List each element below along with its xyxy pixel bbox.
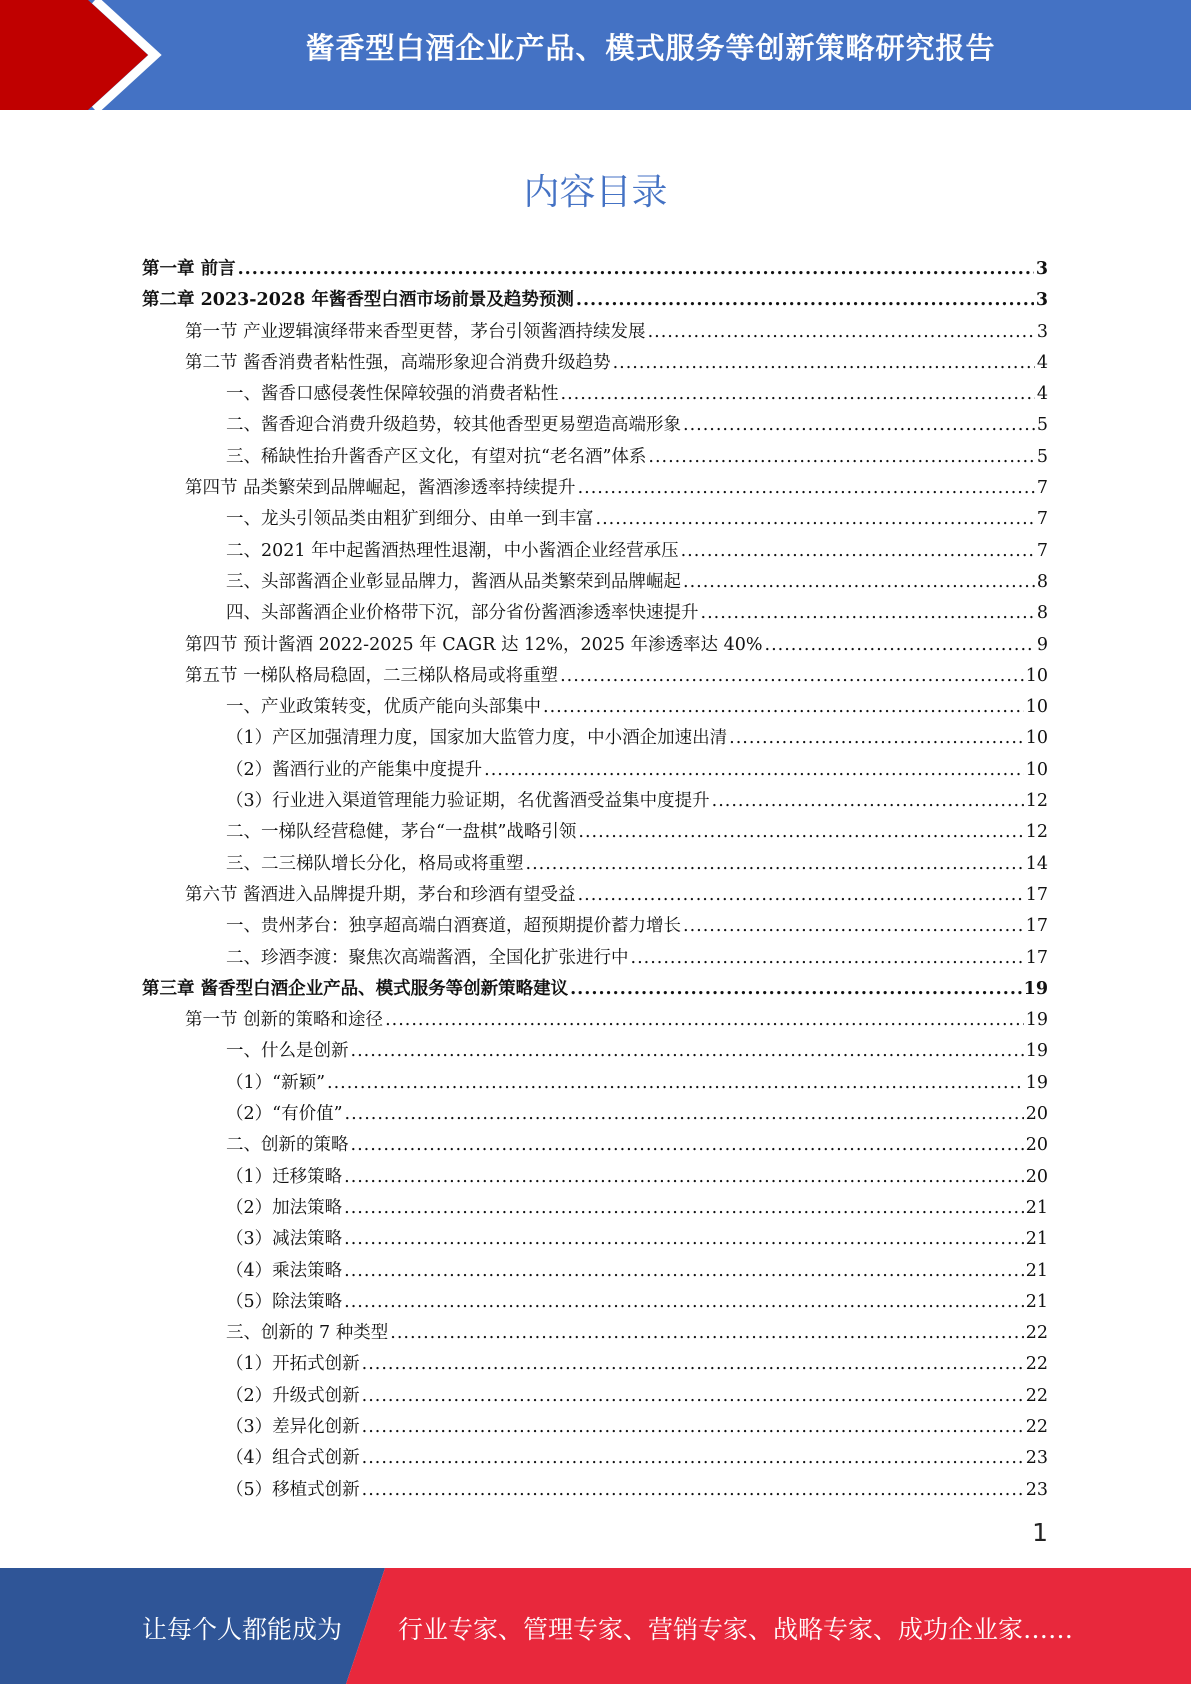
toc-entry-page: 22 — [1025, 1416, 1048, 1437]
toc-entry-title: （4）组合式创新 — [226, 1448, 360, 1469]
toc-entry[interactable] — [142, 1193, 1048, 1224]
toc-entry-title: 第二节 酱香消费者粘性强，高端形象迎合消费升级趋势 — [185, 352, 611, 373]
toc-entry[interactable] — [142, 1036, 1048, 1067]
toc-leader-dots — [729, 723, 1024, 754]
toc-entry-title: （2）升级式创新 — [226, 1385, 360, 1406]
toc-leader-dots — [327, 1068, 1024, 1099]
toc-leader-dots — [362, 1475, 1024, 1506]
toc-leader-dots — [543, 692, 1024, 723]
toc-entry-title: （5）除法策略 — [226, 1291, 343, 1312]
toc-entry-title: 三、二三梯队增长分化，格局或将重塑 — [226, 853, 524, 874]
toc-entry[interactable] — [142, 598, 1048, 629]
toc-entry-title: 一、贵州茅台：独享超高端白酒赛道，超预期提价蓄力增长 — [226, 916, 681, 937]
toc-leader-dots — [351, 1036, 1024, 1067]
toc-entry-page: 10 — [1025, 697, 1048, 718]
toc-entry[interactable] — [142, 1099, 1048, 1130]
toc-entry-title: 第六节 酱酒进入品牌提升期，茅台和珍酒有望受益 — [185, 884, 576, 905]
toc-leader-dots — [683, 567, 1035, 598]
toc-entry-title: （1）开拓式创新 — [226, 1354, 360, 1375]
toc-entry-title: 三、创新的 7 种类型 — [226, 1323, 389, 1344]
toc-entry[interactable] — [142, 1443, 1048, 1474]
toc-entry[interactable] — [142, 1224, 1048, 1255]
toc-entry[interactable] — [142, 1162, 1048, 1193]
toc-leader-dots — [578, 817, 1023, 848]
toc-entry[interactable] — [142, 786, 1048, 817]
toc-entry-title: 第一章 前言 — [142, 259, 236, 279]
toc-leader-dots — [344, 1287, 1024, 1318]
toc-entry-page: 20 — [1025, 1166, 1048, 1187]
table-of-contents — [142, 254, 1048, 1506]
toc-entry-title: （5）移植式创新 — [226, 1479, 360, 1500]
toc-leader-dots — [344, 1224, 1024, 1255]
toc-leader-dots — [578, 880, 1024, 911]
toc-entry-page: 7 — [1036, 540, 1048, 561]
toc-entry-page: 4 — [1036, 352, 1048, 373]
toc-entry-page: 3 — [1035, 290, 1048, 311]
toc-entry[interactable] — [142, 1287, 1048, 1318]
toc-leader-dots — [648, 317, 1035, 348]
toc-entry-page: 3 — [1036, 321, 1048, 342]
toc-entry-page: 5 — [1036, 446, 1048, 467]
toc-leader-dots — [683, 410, 1035, 441]
toc-entry-page: 8 — [1036, 603, 1048, 624]
toc-entry[interactable] — [142, 755, 1048, 786]
toc-entry-page: 10 — [1025, 665, 1048, 686]
toc-leader-dots — [576, 285, 1034, 316]
toc-entry[interactable] — [142, 911, 1048, 942]
toc-entry[interactable] — [142, 630, 1048, 661]
toc-leader-dots — [362, 1381, 1024, 1412]
toc-entry-title: 二、珍酒李渡：聚焦次高端酱酒，全国化扩张进行中 — [226, 947, 629, 968]
toc-entry[interactable] — [142, 348, 1048, 379]
toc-entry[interactable] — [142, 1349, 1048, 1380]
toc-entry[interactable] — [142, 254, 1048, 285]
toc-entry-title: （2）酱酒行业的产能集中度提升 — [226, 759, 483, 780]
toc-entry-page: 10 — [1025, 759, 1048, 780]
toc-entry[interactable] — [142, 504, 1048, 535]
toc-entry-title: （2）“有价值” — [226, 1104, 343, 1125]
toc-entry[interactable] — [142, 974, 1048, 1005]
toc-leader-dots — [648, 442, 1034, 473]
toc-entry-title: 三、稀缺性抬升酱香产区文化，有望对抗“老名酒”体系 — [226, 446, 647, 467]
toc-entry[interactable] — [142, 692, 1048, 723]
toc-entry[interactable] — [142, 1005, 1048, 1036]
toc-entry-page: 19 — [1025, 1072, 1048, 1093]
toc-entry-page: 19 — [1025, 1041, 1048, 1062]
toc-entry-title: （4）乘法策略 — [226, 1260, 343, 1281]
toc-entry[interactable] — [142, 567, 1048, 598]
toc-entry-page: 21 — [1025, 1197, 1048, 1218]
toc-leader-dots — [484, 755, 1024, 786]
toc-entry-page: 17 — [1025, 916, 1048, 937]
toc-leader-dots — [765, 630, 1035, 661]
toc-leader-dots — [362, 1412, 1024, 1443]
footer-slogan-right: 行业专家、管理专家、营销专家、战略专家、成功企业家…… — [398, 1615, 1074, 1644]
toc-entry-title: 第三章 酱香型白酒企业产品、模式服务等创新策略建议 — [142, 978, 569, 999]
toc-entry-title: 第四节 预计酱酒 2022-2025 年 CAGR 达 12%，2025 年渗透率达 40% — [185, 634, 763, 655]
toc-entry-page: 23 — [1025, 1448, 1048, 1469]
toc-entry-page: 7 — [1036, 478, 1048, 499]
toc-leader-dots — [345, 1099, 1024, 1130]
header-title: 酱香型白酒企业产品、模式服务等创新策略研究报告 — [305, 31, 996, 65]
toc-leader-dots — [526, 849, 1024, 880]
toc-entry-page: 10 — [1025, 728, 1048, 749]
header-banner — [0, 0, 1191, 110]
toc-leader-dots — [238, 254, 1034, 285]
toc-entry-title: 四、头部酱酒企业价格带下沉，部分省份酱酒渗透率快速提升 — [226, 603, 699, 624]
toc-entry-title: （3）减法策略 — [226, 1229, 343, 1250]
toc-entry-page: 22 — [1025, 1385, 1048, 1406]
toc-entry[interactable] — [142, 1256, 1048, 1287]
toc-entry-title: 第一节 产业逻辑演绎带来香型更替，茅台引领酱酒持续发展 — [185, 321, 646, 342]
footer-slogan-left: 让每个人都能成为 — [142, 1615, 343, 1644]
toc-leader-dots — [385, 1005, 1024, 1036]
toc-entry[interactable] — [142, 943, 1048, 974]
toc-entry-title: 一、产业政策转变，优质产能向头部集中 — [226, 697, 541, 718]
toc-entry-page: 9 — [1036, 634, 1048, 655]
toc-entry-page: 21 — [1025, 1260, 1048, 1281]
toc-entry-page: 17 — [1025, 947, 1048, 968]
toc-entry[interactable] — [142, 817, 1048, 848]
toc-entry-title: 二、酱香迎合消费升级趋势，较其他香型更易塑造高端形象 — [226, 415, 681, 436]
toc-leader-dots — [712, 786, 1024, 817]
toc-entry-title: 第四节 品类繁荣到品牌崛起，酱酒渗透率持续提升 — [185, 478, 576, 499]
toc-leader-dots — [351, 1130, 1024, 1161]
toc-entry-page: 22 — [1025, 1354, 1048, 1375]
toc-entry-title: （1）产区加强清理力度，国家加大监管力度，中小酒企加速出清 — [226, 728, 728, 749]
toc-leader-dots — [362, 1443, 1024, 1474]
toc-leader-dots — [560, 661, 1024, 692]
toc-entry[interactable] — [142, 1381, 1048, 1412]
toc-entry[interactable] — [142, 536, 1048, 567]
toc-entry-title: 一、什么是创新 — [226, 1041, 349, 1062]
toc-entry[interactable] — [142, 1475, 1048, 1506]
toc-leader-dots — [701, 598, 1035, 629]
toc-leader-dots — [613, 348, 1035, 379]
toc-entry-page: 20 — [1025, 1104, 1048, 1125]
toc-entry-title: 第五节 一梯队格局稳固，二三梯队格局或将重塑 — [185, 665, 559, 686]
toc-leader-dots — [344, 1256, 1024, 1287]
toc-leader-dots — [596, 504, 1035, 535]
toc-entry-page: 19 — [1023, 978, 1048, 999]
toc-entry-page: 17 — [1025, 884, 1048, 905]
toc-leader-dots — [344, 1162, 1024, 1193]
toc-entry-title: （3）差异化创新 — [226, 1416, 360, 1437]
toc-entry[interactable] — [142, 442, 1048, 473]
toc-leader-dots — [681, 536, 1035, 567]
page-number: 1 — [1032, 1518, 1048, 1547]
toc-entry-title: （1）“新颖” — [226, 1072, 326, 1093]
toc-entry-title: 二、2021 年中起酱酒热理性退潮，中小酱酒企业经营承压 — [226, 540, 679, 561]
toc-entry-page: 8 — [1036, 571, 1048, 592]
toc-entry-title: 三、头部酱酒企业彰显品牌力，酱酒从品类繁荣到品牌崛起 — [226, 571, 681, 592]
toc-entry-title: 第一节 创新的策略和途径 — [185, 1010, 384, 1031]
toc-entry-page: 7 — [1036, 509, 1048, 530]
toc-entry[interactable] — [142, 285, 1048, 316]
toc-leader-dots — [570, 974, 1022, 1005]
toc-entry-page: 4 — [1036, 384, 1048, 405]
toc-entry-title: 一、龙头引领品类由粗犷到细分、由单一到丰富 — [226, 509, 594, 530]
toc-entry-title: （1）迁移策略 — [226, 1166, 343, 1187]
toc-leader-dots — [362, 1349, 1024, 1380]
toc-entry[interactable] — [142, 1318, 1048, 1349]
toc-leader-dots — [578, 473, 1035, 504]
toc-entry-page: 19 — [1025, 1010, 1048, 1031]
toc-entry-page: 12 — [1025, 791, 1048, 812]
toc-entry-page: 20 — [1025, 1135, 1048, 1156]
toc-entry[interactable] — [142, 1068, 1048, 1099]
toc-entry[interactable] — [142, 723, 1048, 754]
footer-banner — [0, 1568, 1191, 1684]
toc-leader-dots — [390, 1318, 1023, 1349]
toc-entry-page: 3 — [1035, 259, 1048, 279]
toc-leader-dots — [631, 943, 1024, 974]
toc-entry-title: （2）加法策略 — [226, 1197, 343, 1218]
toc-entry-page: 21 — [1025, 1229, 1048, 1250]
toc-entry-page: 5 — [1036, 415, 1048, 436]
toc-leader-dots — [344, 1193, 1024, 1224]
toc-entry-title: 二、创新的策略 — [226, 1135, 349, 1156]
toc-entry-title: 第二章 2023-2028 年酱香型白酒市场前景及趋势预测 — [142, 290, 574, 311]
toc-entry-page: 22 — [1025, 1323, 1048, 1344]
toc-leader-dots — [683, 911, 1024, 942]
toc-entry[interactable] — [142, 379, 1048, 410]
toc-entry-page: 14 — [1025, 853, 1048, 874]
toc-entry[interactable] — [142, 1412, 1048, 1443]
toc-entry[interactable] — [142, 473, 1048, 504]
toc-entry-title: 一、酱香口感侵袭性保障较强的消费者粘性 — [226, 384, 559, 405]
toc-entry[interactable] — [142, 661, 1048, 692]
toc-entry-page: 21 — [1025, 1291, 1048, 1312]
toc-entry[interactable] — [142, 880, 1048, 911]
toc-entry-page: 23 — [1025, 1479, 1048, 1500]
toc-heading: 内容目录 — [523, 172, 668, 213]
toc-entry-title: （3）行业进入渠道管理能力验证期，名优酱酒受益集中度提升 — [226, 791, 710, 812]
toc-entry[interactable] — [142, 849, 1048, 880]
toc-leader-dots — [561, 379, 1035, 410]
toc-entry-title: 二、一梯队经营稳健，茅台“一盘棋”战略引领 — [226, 822, 577, 843]
toc-entry[interactable] — [142, 1130, 1048, 1161]
toc-entry-page: 12 — [1025, 822, 1048, 843]
toc-entry[interactable] — [142, 317, 1048, 348]
toc-entry[interactable] — [142, 410, 1048, 441]
